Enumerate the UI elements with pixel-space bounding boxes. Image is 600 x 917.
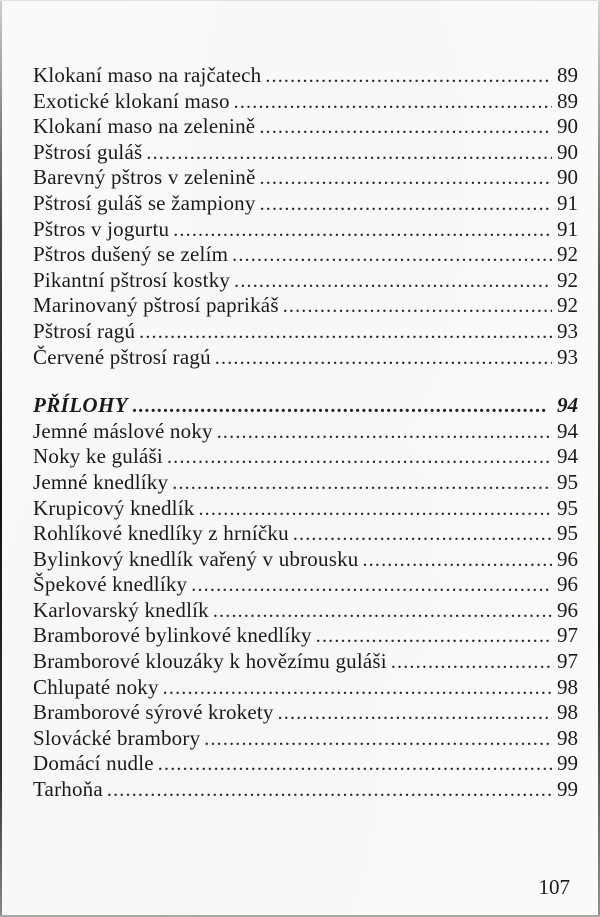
toc-entry-page: 94 xyxy=(557,393,578,418)
toc-entry xyxy=(33,777,578,803)
toc-entry-page: 90 xyxy=(557,114,578,139)
toc-entry xyxy=(33,345,578,371)
toc-entry xyxy=(33,89,578,115)
toc-entry-page: 98 xyxy=(557,700,578,725)
toc-entry-title: Barevný pštros v zelenině xyxy=(33,165,256,190)
toc-entry-page: 96 xyxy=(557,572,578,597)
toc-entry-page: 89 xyxy=(557,88,578,113)
toc-entry-title: Klokaní maso na rajčatech xyxy=(33,63,262,87)
toc-entry-page: 96 xyxy=(557,546,578,571)
toc-leader-dots xyxy=(163,675,552,702)
toc-entry xyxy=(33,419,578,445)
toc-entry-page: 96 xyxy=(557,597,578,622)
toc-entry-page: 93 xyxy=(557,344,578,369)
toc-entry xyxy=(33,114,578,140)
toc-leader-dots xyxy=(217,419,552,446)
toc-leader-dots xyxy=(198,496,552,523)
toc-entry-page: 98 xyxy=(557,674,578,699)
toc-entry-title: Jemné máslové noky xyxy=(33,418,213,443)
toc-entry xyxy=(33,63,578,89)
toc-entry-title: Pštros v jogurtu xyxy=(33,216,170,241)
toc-entry-page: 92 xyxy=(557,293,578,318)
toc-entry-page: 94 xyxy=(557,418,578,443)
toc-leader-dots xyxy=(213,598,552,625)
toc-entry-title: Tarhoňa xyxy=(33,777,103,802)
toc-entry-page: 91 xyxy=(557,190,578,215)
toc-heading xyxy=(33,393,578,419)
toc-leader-dots xyxy=(316,623,552,650)
toc-entry-page: 94 xyxy=(557,444,578,469)
toc-entry-title: Pštrosí guláš se žampiony xyxy=(33,190,256,215)
toc-entry-page: 99 xyxy=(557,777,578,802)
toc-entry-page: 92 xyxy=(557,242,578,267)
toc-entry-page: 97 xyxy=(557,649,578,674)
toc-entry-page: 89 xyxy=(557,63,578,87)
toc-leader-dots xyxy=(259,114,552,141)
toc-entry-page: 92 xyxy=(557,267,578,292)
toc-entry xyxy=(33,242,578,268)
toc-entry-title: Červené pštrosí ragú xyxy=(33,344,211,369)
toc-entry xyxy=(33,547,578,573)
toc-leader-dots xyxy=(265,63,552,90)
toc-entry xyxy=(33,165,578,191)
toc-entry-page: 90 xyxy=(557,165,578,190)
toc-entry-title: Domácí nudle xyxy=(33,751,154,776)
toc-leader-dots xyxy=(107,777,552,804)
toc-leader-dots xyxy=(391,649,552,676)
toc-entry-title: Pikantní pštrosí kostky xyxy=(33,267,231,292)
toc-entry xyxy=(33,470,578,496)
toc-entry-title: Exotické klokaní maso xyxy=(33,88,230,113)
toc-entry-title: Bramborové klouzáky k hovězímu guláši xyxy=(33,649,387,674)
toc-entry-page: 98 xyxy=(557,725,578,750)
toc-leader-dots xyxy=(362,547,552,574)
toc-entry-page: 97 xyxy=(557,623,578,648)
toc-entry xyxy=(33,521,578,547)
toc-entry-title: Noky ke guláši xyxy=(33,444,163,469)
toc-entry-title: Špekové knedlíky xyxy=(33,572,188,597)
toc-entry-page: 95 xyxy=(557,521,578,546)
toc-entry-page: 95 xyxy=(557,469,578,494)
toc-entry-page: 93 xyxy=(557,318,578,343)
toc-leader-dots xyxy=(191,572,552,599)
toc-leader-dots xyxy=(234,89,552,116)
toc-leader-dots xyxy=(234,268,552,295)
toc-section xyxy=(33,393,578,803)
toc-entry-title: Slovácké brambory xyxy=(33,725,201,750)
toc-leader-dots xyxy=(167,444,552,471)
toc-leader-dots xyxy=(215,345,552,372)
toc-entry-title: Pštrosí ragú xyxy=(33,318,136,343)
toc-entry-title: Bramborové bylinkové knedlíky xyxy=(33,623,312,648)
toc-leader-dots xyxy=(132,393,548,420)
toc-leader-dots xyxy=(278,700,552,727)
toc-entry-page: 91 xyxy=(557,216,578,241)
toc-leader-dots xyxy=(260,165,552,192)
toc-entry xyxy=(33,293,578,319)
toc-leader-dots xyxy=(260,191,552,218)
toc-entry-title: Marinovaný pštrosí paprikáš xyxy=(33,293,279,318)
toc-entry-title: Krupicový knedlík xyxy=(33,495,195,520)
toc-entry-title: Rohlíkové knedlíky z hrníčku xyxy=(33,521,289,546)
toc-entry xyxy=(33,191,578,217)
toc-leader-dots xyxy=(139,319,552,346)
toc-entry xyxy=(33,444,578,470)
toc-entry xyxy=(33,140,578,166)
toc-entry xyxy=(33,598,578,624)
toc-entry-title: Bylinkový knedlík vařený v ubrousku xyxy=(33,546,359,571)
toc-entry xyxy=(33,726,578,752)
table-of-contents xyxy=(33,63,578,803)
page-number: 107 xyxy=(538,875,570,899)
toc-entry-title: Klokaní maso na zelenině xyxy=(33,114,256,139)
toc-entry xyxy=(33,623,578,649)
toc-entry-page: 90 xyxy=(557,139,578,164)
toc-entry xyxy=(33,319,578,345)
toc-entry-title: Bramborové sýrové krokety xyxy=(33,700,274,725)
toc-entry-title: Karlovarský knedlík xyxy=(33,597,209,622)
toc-entry-title: Chlupaté noky xyxy=(33,674,159,699)
toc-leader-dots xyxy=(146,140,552,167)
toc-entry xyxy=(33,217,578,243)
toc-entry-title: PŘÍLOHY xyxy=(33,393,128,418)
toc-entry xyxy=(33,496,578,522)
toc-leader-dots xyxy=(204,726,552,753)
toc-entry xyxy=(33,268,578,294)
toc-leader-dots xyxy=(173,217,552,244)
toc-entry-page: 95 xyxy=(557,495,578,520)
toc-entry-title: Pštrosí guláš xyxy=(33,139,143,164)
toc-entry xyxy=(33,675,578,701)
toc-leader-dots xyxy=(172,470,552,497)
toc-leader-dots xyxy=(232,242,552,269)
toc-leader-dots xyxy=(283,293,552,320)
toc-entry-page: 99 xyxy=(557,751,578,776)
toc-entry-title: Pštros dušený se zelím xyxy=(33,242,229,267)
toc-entry xyxy=(33,572,578,598)
toc-leader-dots xyxy=(293,521,552,548)
toc-entry xyxy=(33,751,578,777)
toc-entry-title: Jemné knedlíky xyxy=(33,469,169,494)
toc-leader-dots xyxy=(158,751,552,778)
toc-section xyxy=(33,63,578,370)
toc-entry xyxy=(33,700,578,726)
toc-entry xyxy=(33,649,578,675)
